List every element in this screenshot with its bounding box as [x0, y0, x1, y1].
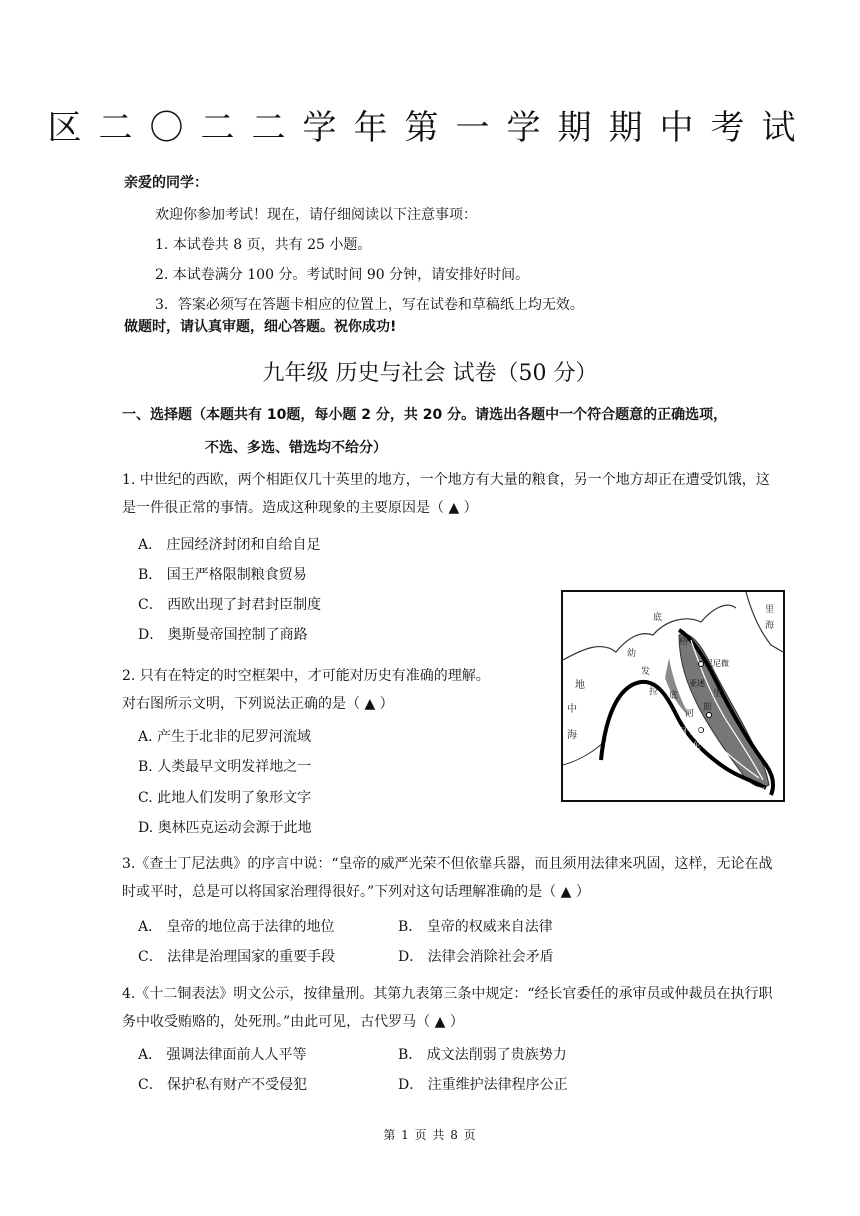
closing-message: 做题时，请认真审题，细心答题。祝你成功!: [124, 319, 397, 335]
section-1-heading-cont: 不选、多选、错选均不给分）: [205, 440, 387, 456]
map-label-babylon: 巴比伦: [677, 741, 701, 750]
question-2-stem: 2. 只有在特定的时空框架中，才可能对历史有准确的理解。对右图所示文明，下列说法正确的是（ ▲ ）: [122, 668, 490, 712]
page-footer: 第 1 页 共 8 页: [383, 1128, 477, 1142]
question-4-option-c: C． 保护私有财产不受侵犯: [138, 1077, 308, 1093]
map-label-di: 地: [575, 680, 585, 691]
question-4-stem: 4.《十二铜表法》明文公示，按律量刑。其第九表第三条中规定：“经长官委任的承审员或仲裁员在执行职务中收受贿赂的，处死刑。”由此可见，古代罗马（ ▲ ）: [122, 986, 773, 1030]
map-label-ge: 格: [679, 637, 689, 647]
map-label-fa: 发: [641, 667, 651, 677]
map-label-he: 河: [685, 709, 695, 719]
question-2-option-d: D. 奥林匹克运动会源于此地: [138, 820, 312, 836]
question-1-option-d: D． 奥斯曼帝国控制了商路: [138, 627, 308, 643]
notice-3: 3．答案必须写在答题卡相应的位置上，写在试卷和草稿纸上均无效。: [155, 297, 584, 313]
question-4-option-a: A． 强调法律面前人人平等: [138, 1047, 307, 1063]
question-3-option-b: B． 皇帝的权威来自法律: [398, 919, 553, 935]
question-3-stem: 3.《查士丁尼法典》的序言中说：“皇帝的威严光荣不但依靠兵器，而且须用法律来巩固，这样，无论在战时或平时，总是可以将国家治理得很好。”下列对这句话理解准确的是（ ▲ ）: [122, 856, 773, 900]
map-label-akkad: 阿卡德: [679, 727, 703, 736]
question-3-option-c: C． 法律是治理国家的重要手段: [138, 949, 336, 965]
notice-2: 2. 本试卷满分 100 分。考试时间 90 分钟，请安排好时间。: [155, 267, 530, 283]
map-label-li: 里: [713, 689, 723, 699]
map-label-si: 斯: [703, 703, 713, 713]
section-1-heading: 一、选择题（本题共有 10题，每小题 2 分，共 20 分。请选出各题中一个符合题意的正确选项，: [122, 407, 728, 423]
question-4-option-d: D． 注重维护法律程序公正: [398, 1077, 568, 1093]
map-label-sea-top: 里: [765, 605, 775, 615]
question-3-option-a: A． 皇帝的地位高于法律的地位: [138, 919, 335, 935]
map-label-sea-top2: 海: [765, 621, 775, 631]
question-2-option-c: C. 此地人们发明了象形文字: [138, 790, 312, 806]
notice-1: 1. 本试卷共 8 页，共有 25 小题。: [155, 237, 372, 253]
exam-subtitle: 九年级 历史与社会 试卷（50 分）: [262, 361, 598, 386]
map-label-assyria: 亚述: [689, 679, 705, 688]
map-label-di2: 底: [653, 613, 663, 623]
notice-intro: 欢迎你参加考试！现在，请仔细阅读以下注意事项：: [155, 207, 477, 223]
question-1-option-c: C． 西欧出现了封君封臣制度: [138, 597, 322, 613]
question-1-stem: 1. 中世纪的西欧，两个相距仅几十英里的地方，一个地方有大量的粮食，另一个地方却正在遭受饥饿，这是一件很正常的事情。造成这种现象的主要原因是（ ▲ ）: [122, 472, 770, 516]
greeting: 亲爱的同学：: [124, 175, 208, 191]
map-label-zhong: 中: [567, 704, 577, 715]
question-1-option-b: B． 国王严格限制粮食贸易: [138, 567, 307, 583]
mesopotamia-map: [561, 590, 785, 802]
question-2-option-b: B. 人类最早文明发祥地之一: [138, 759, 312, 775]
map-label-di3: 底: [669, 691, 679, 701]
map-label-hai: 海: [567, 730, 577, 741]
map-label-nineveh: 尼尼微: [705, 659, 729, 668]
map-label-you: 幼: [627, 649, 637, 659]
question-1-option-a: A． 庄园经济封闭和自给自足: [138, 537, 321, 553]
map-label-river: 河: [757, 787, 765, 796]
question-2-option-a: A. 产生于北非的尼罗河流域: [138, 729, 312, 745]
question-3-option-d: D． 法律会消除社会矛盾: [398, 949, 554, 965]
question-4-option-b: B． 成文法削弱了贵族势力: [398, 1047, 567, 1063]
map-label-la: 拉: [649, 687, 659, 697]
exam-title: 区二〇二二学年第一学期期中考试: [47, 108, 813, 148]
